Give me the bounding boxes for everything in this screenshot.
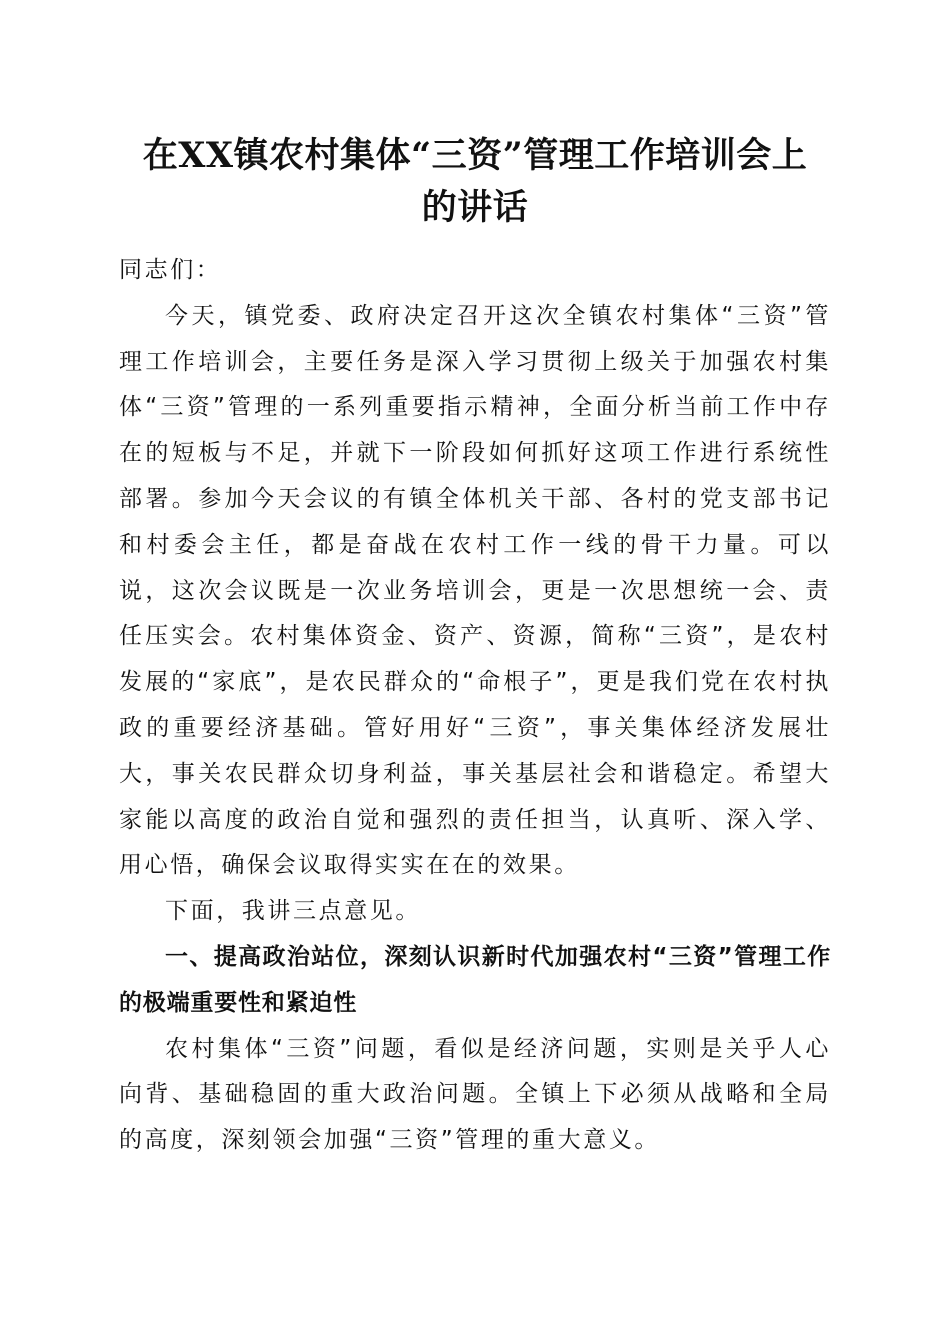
title-line-2: 的讲话 (421, 187, 529, 228)
document-title (100, 130, 850, 234)
document-body (119, 248, 831, 1164)
title-line-1: 在XX镇农村集体“三资”管理工作培训会上 (142, 135, 808, 176)
section-1-paragraph: 农村集体“三资”问题，看似是经济问题，实则是关乎人心向背、基础稳固的重大政治问题。全镇上下必须从战略和全局的高度，深刻领会加强“三资”管理的重大意义。 (119, 1035, 831, 1154)
section-1-heading: 一、提高政治站位，深刻认识新时代加强农村“三资”管理工作的极端重要性和紧迫性 (119, 943, 831, 1016)
salutation: 同志们： (119, 257, 222, 283)
opening-paragraph: 今天，镇党委、政府决定召开这次全镇农村集体“三资”管理工作培训会，主要任务是深入学习贯彻上级关于加强农村集体“三资”管理的一系列重要指示精神，全面分析当前工作中存在的短板与不足，并就下一阶段如何抓好这项工作进行系统性部署。参加今天会议的有镇全体机关干部、各村的党支部书记和村委会主任，都是奋战在农村工作一线的骨干力量。可以说，这次会议既是一次业务培训会，更是一次思想统一会、责任压实会。农村集体资金、资产、资源，简称“三资”，是农村发展的“家底”，是农民群众的“命根子”，更是我们党在农村执政的重要经济基础。管好用好“三资”，事关集体经济发展壮大，事关农民群众切身利益，事关基层社会和谐稳定。希望大家能以高度的政治自觉和强烈的责任担当，认真听、深入学、用心悟，确保会议取得实实在在的效果。 (119, 302, 831, 879)
transition-paragraph: 下面，我讲三点意见。 (165, 898, 421, 925)
